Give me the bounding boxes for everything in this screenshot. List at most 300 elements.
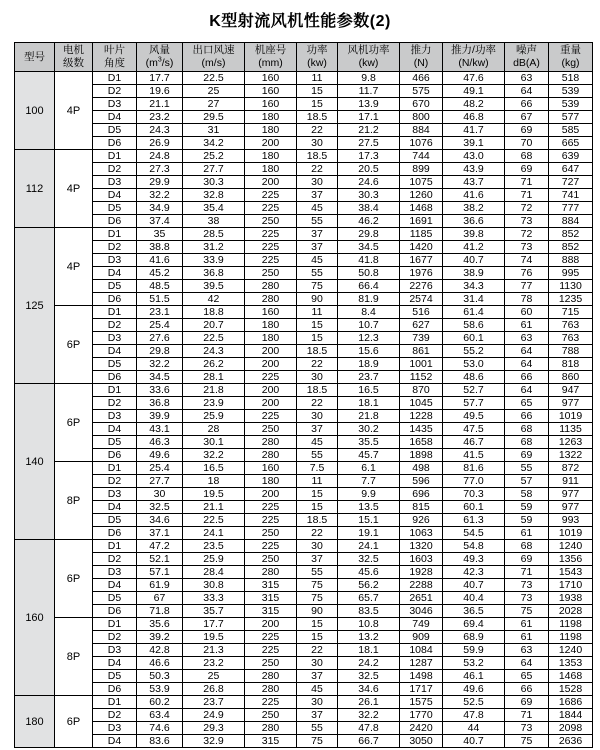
value-cell: 30 bbox=[297, 410, 338, 423]
value-cell: 30.8 bbox=[183, 579, 245, 592]
value-cell: 18.5 bbox=[297, 150, 338, 163]
value-cell: 180 bbox=[245, 319, 297, 332]
table-row bbox=[15, 358, 593, 371]
value-cell: 52.5 bbox=[443, 696, 505, 709]
value-cell: 24.6 bbox=[338, 176, 400, 189]
header-noise: 噪声 dB(A) bbox=[505, 43, 549, 72]
value-cell: 1019 bbox=[549, 527, 593, 540]
value-cell: 19.1 bbox=[338, 527, 400, 540]
value-cell: 17.1 bbox=[338, 111, 400, 124]
value-cell: 47.6 bbox=[443, 72, 505, 85]
value-cell: 7.5 bbox=[297, 462, 338, 475]
value-cell: 61.9 bbox=[137, 579, 183, 592]
value-cell: 71.8 bbox=[137, 605, 183, 618]
poles-cell: 4P bbox=[55, 228, 93, 306]
model-cell: 112 bbox=[15, 150, 55, 228]
value-cell: 744 bbox=[400, 150, 443, 163]
value-cell: 76 bbox=[505, 267, 549, 280]
value-cell: 18.5 bbox=[297, 111, 338, 124]
value-cell: 19.5 bbox=[183, 488, 245, 501]
value-cell: 977 bbox=[549, 501, 593, 514]
value-cell: 29.8 bbox=[338, 228, 400, 241]
value-cell: 66 bbox=[505, 683, 549, 696]
table-row bbox=[15, 228, 593, 241]
value-cell: 75 bbox=[297, 280, 338, 293]
blade-angle-cell: D6 bbox=[93, 527, 137, 540]
value-cell: 41.6 bbox=[137, 254, 183, 267]
value-cell: 1938 bbox=[549, 592, 593, 605]
value-cell: 27.3 bbox=[137, 163, 183, 176]
value-cell: 30.3 bbox=[338, 189, 400, 202]
table-row bbox=[15, 202, 593, 215]
table-row bbox=[15, 241, 593, 254]
blade-angle-cell: D1 bbox=[93, 306, 137, 319]
value-cell: 23.1 bbox=[137, 306, 183, 319]
blade-angle-cell: D5 bbox=[93, 670, 137, 683]
value-cell: 21.1 bbox=[183, 501, 245, 514]
value-cell: 17.3 bbox=[338, 150, 400, 163]
value-cell: 61 bbox=[505, 631, 549, 644]
value-cell: 57.7 bbox=[443, 397, 505, 410]
value-cell: 1019 bbox=[549, 410, 593, 423]
header-thrust: 推力 (N) bbox=[400, 43, 443, 72]
blade-angle-cell: D3 bbox=[93, 722, 137, 735]
value-cell: 15 bbox=[297, 98, 338, 111]
value-cell: 250 bbox=[245, 553, 297, 566]
value-cell: 180 bbox=[245, 475, 297, 488]
value-cell: 1198 bbox=[549, 618, 593, 631]
poles-cell: 8P bbox=[55, 462, 93, 540]
value-cell: 225 bbox=[245, 202, 297, 215]
value-cell: 1356 bbox=[549, 553, 593, 566]
value-cell: 30 bbox=[297, 657, 338, 670]
value-cell: 225 bbox=[245, 410, 297, 423]
value-cell: 884 bbox=[400, 124, 443, 137]
value-cell: 90 bbox=[297, 605, 338, 618]
value-cell: 225 bbox=[245, 254, 297, 267]
value-cell: 39.8 bbox=[443, 228, 505, 241]
value-cell: 45 bbox=[297, 436, 338, 449]
table-body bbox=[15, 72, 593, 748]
value-cell: 73 bbox=[505, 241, 549, 254]
value-cell: 61 bbox=[505, 319, 549, 332]
value-cell: 1435 bbox=[400, 423, 443, 436]
value-cell: 22 bbox=[297, 124, 338, 137]
table-row bbox=[15, 527, 593, 540]
value-cell: 78 bbox=[505, 293, 549, 306]
value-cell: 25 bbox=[183, 670, 245, 683]
blade-angle-cell: D6 bbox=[93, 449, 137, 462]
value-cell: 1468 bbox=[549, 670, 593, 683]
value-cell: 71 bbox=[505, 709, 549, 722]
blade-angle-cell: D1 bbox=[93, 462, 137, 475]
value-cell: 17.7 bbox=[183, 618, 245, 631]
value-cell: 32.2 bbox=[137, 189, 183, 202]
table-row bbox=[15, 566, 593, 579]
value-cell: 65 bbox=[505, 670, 549, 683]
value-cell: 22 bbox=[297, 644, 338, 657]
blade-angle-cell: D4 bbox=[93, 267, 137, 280]
value-cell: 32.2 bbox=[137, 358, 183, 371]
value-cell: 1001 bbox=[400, 358, 443, 371]
value-cell: 66.7 bbox=[338, 735, 400, 748]
value-cell: 50.3 bbox=[137, 670, 183, 683]
blade-angle-cell: D1 bbox=[93, 228, 137, 241]
value-cell: 23.7 bbox=[183, 696, 245, 709]
value-cell: 52.7 bbox=[443, 384, 505, 397]
value-cell: 33.9 bbox=[183, 254, 245, 267]
value-cell: 947 bbox=[549, 384, 593, 397]
value-cell: 995 bbox=[549, 267, 593, 280]
table-row bbox=[15, 631, 593, 644]
value-cell: 71 bbox=[505, 189, 549, 202]
value-cell: 40.4 bbox=[443, 592, 505, 605]
table-row bbox=[15, 644, 593, 657]
value-cell: 46.1 bbox=[443, 670, 505, 683]
value-cell: 200 bbox=[245, 358, 297, 371]
value-cell: 34.9 bbox=[137, 202, 183, 215]
value-cell: 49.6 bbox=[443, 683, 505, 696]
value-cell: 34.6 bbox=[338, 683, 400, 696]
table-row bbox=[15, 150, 593, 163]
blade-angle-cell: D3 bbox=[93, 410, 137, 423]
value-cell: 11 bbox=[297, 72, 338, 85]
value-cell: 225 bbox=[245, 696, 297, 709]
value-cell: 73 bbox=[505, 722, 549, 735]
value-cell: 670 bbox=[400, 98, 443, 111]
value-cell: 23.2 bbox=[137, 111, 183, 124]
value-cell: 280 bbox=[245, 566, 297, 579]
value-cell: 21.8 bbox=[338, 410, 400, 423]
value-cell: 250 bbox=[245, 709, 297, 722]
value-cell: 696 bbox=[400, 488, 443, 501]
value-cell: 71 bbox=[505, 566, 549, 579]
value-cell: 66.4 bbox=[338, 280, 400, 293]
value-cell: 909 bbox=[400, 631, 443, 644]
value-cell: 37 bbox=[297, 709, 338, 722]
value-cell: 200 bbox=[245, 137, 297, 150]
value-cell: 763 bbox=[549, 332, 593, 345]
value-cell: 16.5 bbox=[338, 384, 400, 397]
table-row bbox=[15, 540, 593, 553]
value-cell: 884 bbox=[549, 215, 593, 228]
blade-angle-cell: D1 bbox=[93, 72, 137, 85]
value-cell: 15 bbox=[297, 85, 338, 98]
value-cell: 19.5 bbox=[183, 631, 245, 644]
value-cell: 39.5 bbox=[183, 280, 245, 293]
value-cell: 23.5 bbox=[183, 540, 245, 553]
value-cell: 32.5 bbox=[137, 501, 183, 514]
value-cell: 7.7 bbox=[338, 475, 400, 488]
value-cell: 70.3 bbox=[443, 488, 505, 501]
value-cell: 35 bbox=[137, 228, 183, 241]
value-cell: 31.2 bbox=[183, 241, 245, 254]
value-cell: 45.6 bbox=[338, 566, 400, 579]
value-cell: 40.7 bbox=[443, 254, 505, 267]
value-cell: 31 bbox=[183, 124, 245, 137]
value-cell: 466 bbox=[400, 72, 443, 85]
value-cell: 42.8 bbox=[137, 644, 183, 657]
value-cell: 28.1 bbox=[183, 371, 245, 384]
value-cell: 180 bbox=[245, 332, 297, 345]
value-cell: 24.3 bbox=[183, 345, 245, 358]
value-cell: 34.3 bbox=[443, 280, 505, 293]
value-cell: 2651 bbox=[400, 592, 443, 605]
value-cell: 21.1 bbox=[137, 98, 183, 111]
header-model: 型号 bbox=[15, 43, 55, 72]
value-cell: 818 bbox=[549, 358, 593, 371]
value-cell: 1063 bbox=[400, 527, 443, 540]
value-cell: 81.6 bbox=[443, 462, 505, 475]
value-cell: 180 bbox=[245, 124, 297, 137]
value-cell: 225 bbox=[245, 631, 297, 644]
blade-angle-cell: D2 bbox=[93, 709, 137, 722]
blade-angle-cell: D6 bbox=[93, 215, 137, 228]
blade-angle-cell: D4 bbox=[93, 657, 137, 670]
value-cell: 38.2 bbox=[443, 202, 505, 215]
value-cell: 55 bbox=[505, 462, 549, 475]
value-cell: 899 bbox=[400, 163, 443, 176]
blade-angle-cell: D4 bbox=[93, 501, 137, 514]
value-cell: 1976 bbox=[400, 267, 443, 280]
value-cell: 15 bbox=[297, 618, 338, 631]
value-cell: 280 bbox=[245, 449, 297, 462]
table-row bbox=[15, 137, 593, 150]
value-cell: 69 bbox=[505, 449, 549, 462]
value-cell: 30.2 bbox=[338, 423, 400, 436]
value-cell: 35.6 bbox=[137, 618, 183, 631]
value-cell: 585 bbox=[549, 124, 593, 137]
value-cell: 61.4 bbox=[443, 306, 505, 319]
value-cell: 225 bbox=[245, 228, 297, 241]
blade-angle-cell: D3 bbox=[93, 332, 137, 345]
value-cell: 665 bbox=[549, 137, 593, 150]
value-cell: 21.2 bbox=[338, 124, 400, 137]
value-cell: 60.1 bbox=[443, 501, 505, 514]
value-cell: 250 bbox=[245, 423, 297, 436]
value-cell: 49.1 bbox=[443, 85, 505, 98]
value-cell: 1260 bbox=[400, 189, 443, 202]
value-cell: 26.2 bbox=[183, 358, 245, 371]
value-cell: 639 bbox=[549, 150, 593, 163]
value-cell: 250 bbox=[245, 527, 297, 540]
value-cell: 47.5 bbox=[443, 423, 505, 436]
table-row bbox=[15, 176, 593, 189]
value-cell: 30 bbox=[297, 371, 338, 384]
value-cell: 41.8 bbox=[338, 254, 400, 267]
value-cell: 250 bbox=[245, 657, 297, 670]
blade-angle-cell: D3 bbox=[93, 98, 137, 111]
value-cell: 225 bbox=[245, 644, 297, 657]
value-cell: 37 bbox=[297, 553, 338, 566]
value-cell: 2288 bbox=[400, 579, 443, 592]
value-cell: 2028 bbox=[549, 605, 593, 618]
value-cell: 13.5 bbox=[338, 501, 400, 514]
value-cell: 45.7 bbox=[338, 449, 400, 462]
value-cell: 1152 bbox=[400, 371, 443, 384]
table-row bbox=[15, 579, 593, 592]
value-cell: 83.6 bbox=[137, 735, 183, 748]
value-cell: 1287 bbox=[400, 657, 443, 670]
value-cell: 280 bbox=[245, 670, 297, 683]
value-cell: 160 bbox=[245, 85, 297, 98]
value-cell: 72 bbox=[505, 202, 549, 215]
value-cell: 22.5 bbox=[183, 332, 245, 345]
table-row bbox=[15, 449, 593, 462]
value-cell: 35.4 bbox=[183, 202, 245, 215]
value-cell: 41.2 bbox=[443, 241, 505, 254]
table-row bbox=[15, 475, 593, 488]
value-cell: 1686 bbox=[549, 696, 593, 709]
table-row bbox=[15, 436, 593, 449]
value-cell: 43.0 bbox=[443, 150, 505, 163]
value-cell: 23.9 bbox=[183, 397, 245, 410]
value-cell: 47.2 bbox=[137, 540, 183, 553]
value-cell: 83.5 bbox=[338, 605, 400, 618]
table-row bbox=[15, 709, 593, 722]
blade-angle-cell: D5 bbox=[93, 280, 137, 293]
value-cell: 37 bbox=[297, 670, 338, 683]
table-row bbox=[15, 293, 593, 306]
poles-cell: 4P bbox=[55, 72, 93, 150]
value-cell: 24.9 bbox=[183, 709, 245, 722]
table-row bbox=[15, 332, 593, 345]
value-cell: 1691 bbox=[400, 215, 443, 228]
blade-angle-cell: D4 bbox=[93, 579, 137, 592]
value-cell: 65.7 bbox=[338, 592, 400, 605]
value-cell: 69 bbox=[505, 696, 549, 709]
value-cell: 977 bbox=[549, 488, 593, 501]
table-row bbox=[15, 514, 593, 527]
value-cell: 69 bbox=[505, 124, 549, 137]
page-title: K型射流风机性能参数(2) bbox=[209, 13, 391, 30]
value-cell: 45 bbox=[297, 683, 338, 696]
blade-angle-cell: D2 bbox=[93, 631, 137, 644]
value-cell: 575 bbox=[400, 85, 443, 98]
value-cell: 57 bbox=[505, 475, 549, 488]
value-cell: 32.5 bbox=[338, 553, 400, 566]
value-cell: 17.7 bbox=[137, 72, 183, 85]
value-cell: 11 bbox=[297, 475, 338, 488]
value-cell: 42.3 bbox=[443, 566, 505, 579]
value-cell: 77.0 bbox=[443, 475, 505, 488]
value-cell: 47.8 bbox=[443, 709, 505, 722]
value-cell: 1045 bbox=[400, 397, 443, 410]
value-cell: 861 bbox=[400, 345, 443, 358]
model-cell: 125 bbox=[15, 228, 55, 384]
value-cell: 29.9 bbox=[137, 176, 183, 189]
value-cell: 66 bbox=[505, 410, 549, 423]
value-cell: 70 bbox=[505, 137, 549, 150]
value-cell: 49.5 bbox=[443, 410, 505, 423]
value-cell: 49.6 bbox=[137, 449, 183, 462]
table-row bbox=[15, 397, 593, 410]
value-cell: 27.6 bbox=[137, 332, 183, 345]
value-cell: 50.8 bbox=[338, 267, 400, 280]
value-cell: 20.7 bbox=[183, 319, 245, 332]
value-cell: 160 bbox=[245, 462, 297, 475]
value-cell: 498 bbox=[400, 462, 443, 475]
value-cell: 59 bbox=[505, 514, 549, 527]
value-cell: 16.5 bbox=[183, 462, 245, 475]
value-cell: 15 bbox=[297, 501, 338, 514]
table-row bbox=[15, 319, 593, 332]
value-cell: 24.8 bbox=[137, 150, 183, 163]
value-cell: 2636 bbox=[549, 735, 593, 748]
model-cell: 180 bbox=[15, 696, 55, 748]
value-cell: 225 bbox=[245, 241, 297, 254]
blade-angle-cell: D3 bbox=[93, 566, 137, 579]
value-cell: 34.6 bbox=[137, 514, 183, 527]
value-cell: 45 bbox=[297, 202, 338, 215]
value-cell: 81.9 bbox=[338, 293, 400, 306]
value-cell: 160 bbox=[245, 72, 297, 85]
value-cell: 763 bbox=[549, 319, 593, 332]
table-row bbox=[15, 488, 593, 501]
value-cell: 1770 bbox=[400, 709, 443, 722]
value-cell: 20.5 bbox=[338, 163, 400, 176]
value-cell: 66 bbox=[505, 98, 549, 111]
value-cell: 36.6 bbox=[443, 215, 505, 228]
value-cell: 28 bbox=[183, 423, 245, 436]
value-cell: 2574 bbox=[400, 293, 443, 306]
value-cell: 43.7 bbox=[443, 176, 505, 189]
blade-angle-cell: D6 bbox=[93, 683, 137, 696]
value-cell: 37.4 bbox=[137, 215, 183, 228]
value-cell: 73 bbox=[505, 592, 549, 605]
poles-cell: 4P bbox=[55, 150, 93, 228]
value-cell: 1468 bbox=[400, 202, 443, 215]
value-cell: 25.4 bbox=[137, 319, 183, 332]
value-cell: 6.1 bbox=[338, 462, 400, 475]
value-cell: 13.2 bbox=[338, 631, 400, 644]
value-cell: 54.5 bbox=[443, 527, 505, 540]
value-cell: 36.8 bbox=[183, 267, 245, 280]
value-cell: 10.8 bbox=[338, 618, 400, 631]
value-cell: 55 bbox=[297, 267, 338, 280]
value-cell: 15 bbox=[297, 319, 338, 332]
value-cell: 39.1 bbox=[443, 137, 505, 150]
value-cell: 577 bbox=[549, 111, 593, 124]
value-cell: 43.1 bbox=[137, 423, 183, 436]
value-cell: 2420 bbox=[400, 722, 443, 735]
blade-angle-cell: D5 bbox=[93, 124, 137, 137]
value-cell: 35.5 bbox=[338, 436, 400, 449]
value-cell: 74.6 bbox=[137, 722, 183, 735]
value-cell: 40.7 bbox=[443, 579, 505, 592]
value-cell: 1135 bbox=[549, 423, 593, 436]
blade-angle-cell: D2 bbox=[93, 475, 137, 488]
value-cell: 1420 bbox=[400, 241, 443, 254]
table-row bbox=[15, 267, 593, 280]
value-cell: 1717 bbox=[400, 683, 443, 696]
value-cell: 200 bbox=[245, 345, 297, 358]
value-cell: 29.3 bbox=[183, 722, 245, 735]
value-cell: 18.5 bbox=[297, 345, 338, 358]
value-cell: 3046 bbox=[400, 605, 443, 618]
table-row bbox=[15, 683, 593, 696]
spec-table bbox=[14, 42, 593, 748]
value-cell: 18.1 bbox=[338, 397, 400, 410]
blade-angle-cell: D2 bbox=[93, 85, 137, 98]
table-row bbox=[15, 605, 593, 618]
value-cell: 25.4 bbox=[137, 462, 183, 475]
blade-angle-cell: D6 bbox=[93, 293, 137, 306]
value-cell: 71 bbox=[505, 176, 549, 189]
value-cell: 31.4 bbox=[443, 293, 505, 306]
value-cell: 11.7 bbox=[338, 85, 400, 98]
blade-angle-cell: D1 bbox=[93, 150, 137, 163]
